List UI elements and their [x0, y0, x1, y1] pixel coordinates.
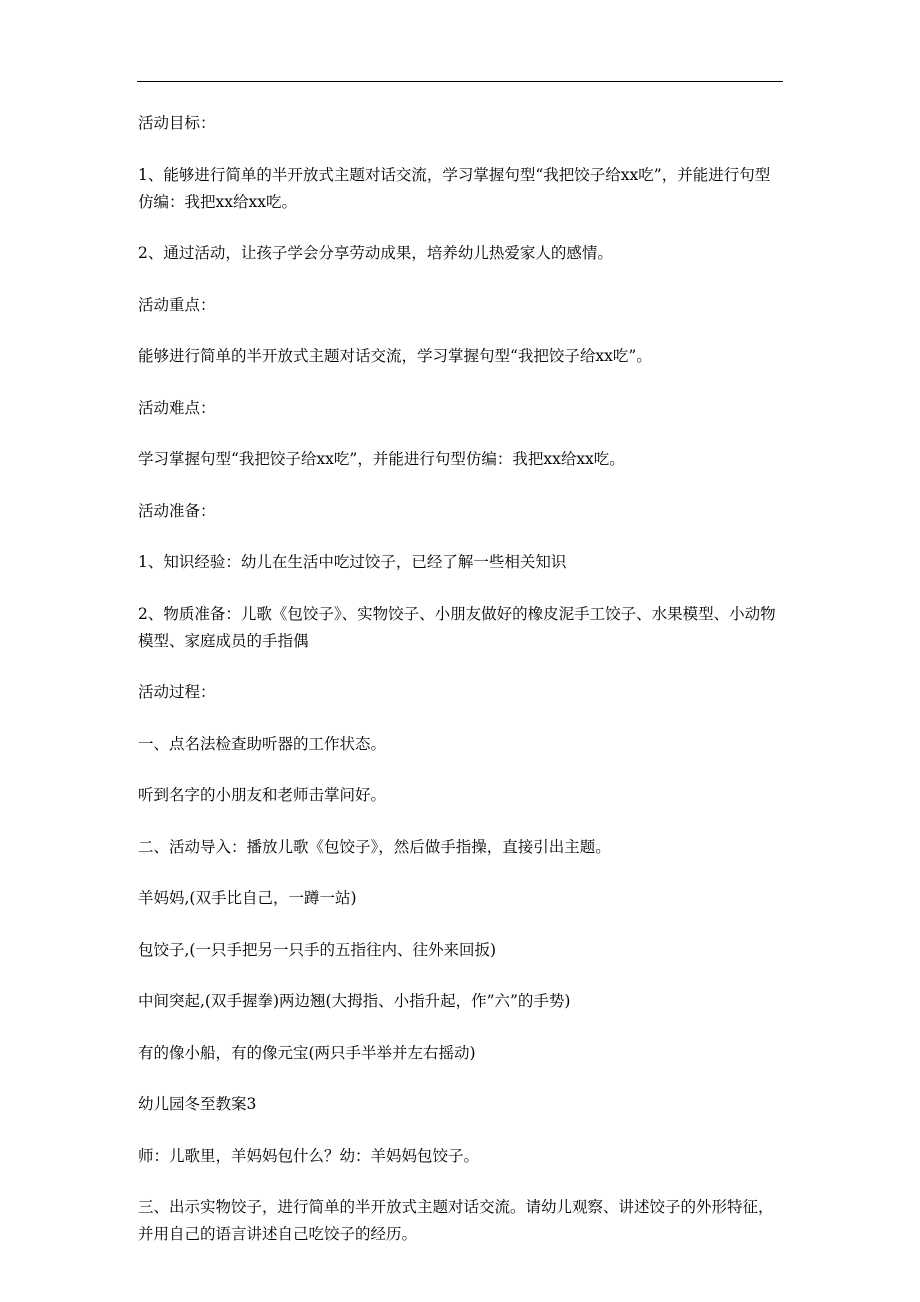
- header-rule: [137, 81, 783, 82]
- paragraph: 能够进行简单的半开放式主题对话交流，学习掌握句型“我把饺子给xx吃”。: [138, 347, 652, 365]
- paragraph: 有的像小船，有的像元宝(两只手半举并左右摇动): [138, 1043, 476, 1062]
- paragraph: 羊妈妈,(双手比自己，一蹲一站): [138, 889, 357, 907]
- paragraph: 1、能够进行简单的半开放式主题对话交流，学习掌握句型“我把饺子给xx吃”，并能进行句型仿编：我把xx给xx吃。: [138, 165, 771, 211]
- paragraph: 学习掌握句型“我把饺子给xx吃”，并能进行句型仿编：我把xx给xx吃。: [138, 450, 625, 468]
- section-heading-difficulties: 活动难点：: [138, 398, 216, 417]
- paragraph: 包饺子,(一只手把另一只手的五指往内、往外来回扳): [138, 940, 497, 959]
- section-heading-key-points: 活动重点：: [138, 295, 216, 314]
- section-heading-goals: 活动目标：: [138, 114, 216, 132]
- section-heading-process: 活动过程：: [138, 683, 216, 701]
- paragraph: 2、通过活动，让孩子学会分享劳动成果，培养幼儿热爱家人的感情。: [138, 244, 613, 262]
- paragraph: 师：儿歌里，羊妈妈包什么？幼：羊妈妈包饺子。: [138, 1146, 480, 1165]
- paragraph: 二、活动导入：播放儿歌《包饺子》，然后做手指操，直接引出主题。: [138, 837, 611, 856]
- paragraph: 中间突起,(双手握拳)两边翘(大拇指、小指升起，作”六”的手势): [138, 992, 571, 1010]
- paragraph: 一、点名法检查助听器的工作状态。: [138, 734, 387, 753]
- paragraph: 1、知识经验：幼儿在生活中吃过饺子，已经了解一些相关知识: [138, 553, 567, 571]
- paragraph: 幼儿园冬至教案3: [138, 1095, 257, 1113]
- document-body: [138, 110, 784, 1273]
- paragraph: 2、物质准备：儿歌《包饺子》、实物饺子、小朋友做好的橡皮泥手工饺子、水果模型、小动物模型、家庭成员的手指偶: [138, 604, 776, 650]
- paragraph: 听到名字的小朋友和老师击掌问好。: [138, 786, 387, 804]
- paragraph: 三、出示实物饺子，进行简单的半开放式主题对话交流。请幼儿观察、讲述饺子的外形特征，并用自己的语言讲述自己吃饺子的经历。: [138, 1198, 774, 1243]
- section-heading-preparation: 活动准备：: [138, 501, 216, 520]
